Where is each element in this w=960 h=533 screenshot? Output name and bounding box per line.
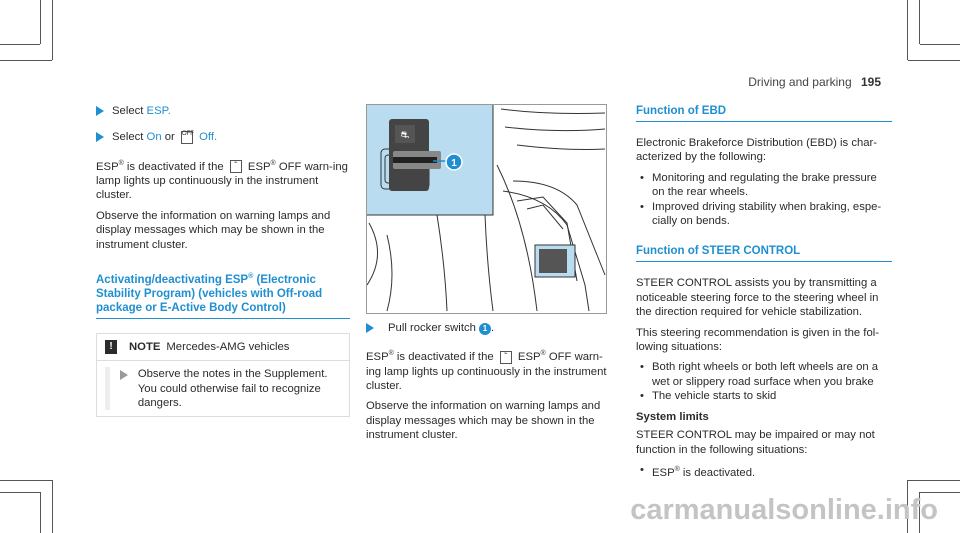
note-label: NOTE (129, 340, 161, 353)
step-pull-switch: Pull rocker switch 1 . (366, 321, 614, 335)
crop-mark (0, 44, 40, 45)
crop-mark (52, 0, 53, 60)
observe-paragraph-2: Observe the information on warning lamps and display messages which may be shown in the instrument cluster. (366, 400, 601, 442)
esp-off-icon: ⌁ (230, 160, 242, 173)
system-limits-heading: System limits (636, 410, 709, 423)
crop-mark (40, 492, 41, 533)
limits-paragraph: STEER CONTROL may be impaired or may not function in the following situations: (636, 429, 875, 456)
watermark: carmanualsonline.info (630, 494, 938, 526)
crop-mark (920, 44, 960, 45)
center-console-figure (366, 104, 607, 314)
list-item: • Improved driving stability when braking, espe-cially on bends. (636, 200, 892, 229)
observe-paragraph: Observe the information on warning lamps and display messages which may be shown in the instrument cluster. (96, 209, 331, 251)
list-item: • Both right wheels or both left wheels are on a wet or slippery road surface when you brake (636, 360, 892, 389)
section-name: Driving and parking (748, 75, 852, 89)
esp-deactivated-paragraph-2: ESP® is deactivated if the ⌁ ESP® OFF warn-ing lamp lights up continuously in the instrument cluster. (366, 350, 607, 392)
crop-mark (0, 480, 52, 481)
crop-mark (919, 0, 920, 44)
crop-mark (908, 60, 960, 61)
steer-list (636, 360, 892, 403)
left-column (96, 104, 350, 417)
steer-paragraph-2: This steering recommendation is given in the fol-lowing situations: (636, 326, 879, 354)
note-body (97, 361, 349, 416)
arrow-icon (366, 323, 374, 333)
note-header (97, 334, 349, 361)
center-console-illustration (367, 105, 606, 313)
arrow-icon (96, 106, 104, 116)
step-select-esp: Select ESP. (96, 104, 350, 118)
svg-text:1: 1 (451, 158, 457, 169)
note-title: Mercedes-AMG vehicles (166, 340, 290, 353)
note-step: Observe the notes in the Supplement. You could otherwise fail to recognize dangers. (110, 361, 349, 416)
crop-mark (52, 480, 53, 533)
page-number: 195 (860, 75, 881, 89)
crop-mark (0, 60, 52, 61)
step-select-on-off: Select On or OFF Off. (96, 130, 350, 144)
crop-mark (40, 0, 41, 44)
arrow-icon (96, 132, 104, 142)
crop-mark (907, 0, 908, 60)
limits-list (636, 463, 892, 480)
middle-column (366, 321, 614, 449)
note-box (96, 333, 350, 418)
option-on[interactable]: On (146, 131, 162, 144)
esp-off-icon: OFF (181, 131, 193, 144)
arrow-icon (120, 370, 128, 380)
callout-badge: 1 (479, 323, 491, 335)
crop-mark (0, 492, 40, 493)
right-column (636, 104, 892, 486)
ebd-list (636, 171, 892, 229)
option-off[interactable]: Off. (199, 131, 218, 144)
crop-mark (920, 492, 960, 493)
esp-deactivated-paragraph: ESP® is deactivated if the ⌁ ESP® OFF warn-ing lamp lights up continuously in the instrument cluster. (96, 159, 348, 202)
warning-icon: ! (105, 340, 117, 354)
crop-mark (908, 480, 960, 481)
menu-esp-link[interactable]: ESP. (146, 105, 171, 117)
ebd-intro: Electronic Brakeforce Distribution (EBD) is char-acterized by the following: (636, 137, 878, 164)
svg-text:⛐: ⛐ (400, 130, 410, 141)
section-heading-esp: Activating/deactivating ESP® (Electronic Stability Program) (vehicles with Off-road package or E-Active Body Control) (96, 270, 350, 319)
list-item: • Monitoring and regulating the brake pressure on the rear wheels. (636, 171, 892, 200)
steer-paragraph-1: STEER CONTROL assists you by transmitting a noticeable steering force to the steering wheel in the direction required for vehicle stabilization. (636, 277, 879, 319)
esp-off-icon: ⌁ (500, 351, 512, 364)
section-heading-steer: Function of STEER CONTROL (636, 244, 892, 262)
section-heading-ebd: Function of EBD (636, 104, 892, 122)
page-header (748, 75, 881, 89)
list-item: • ESP® is deactivated. (636, 463, 892, 480)
list-item: • The vehicle starts to skid (636, 389, 892, 403)
